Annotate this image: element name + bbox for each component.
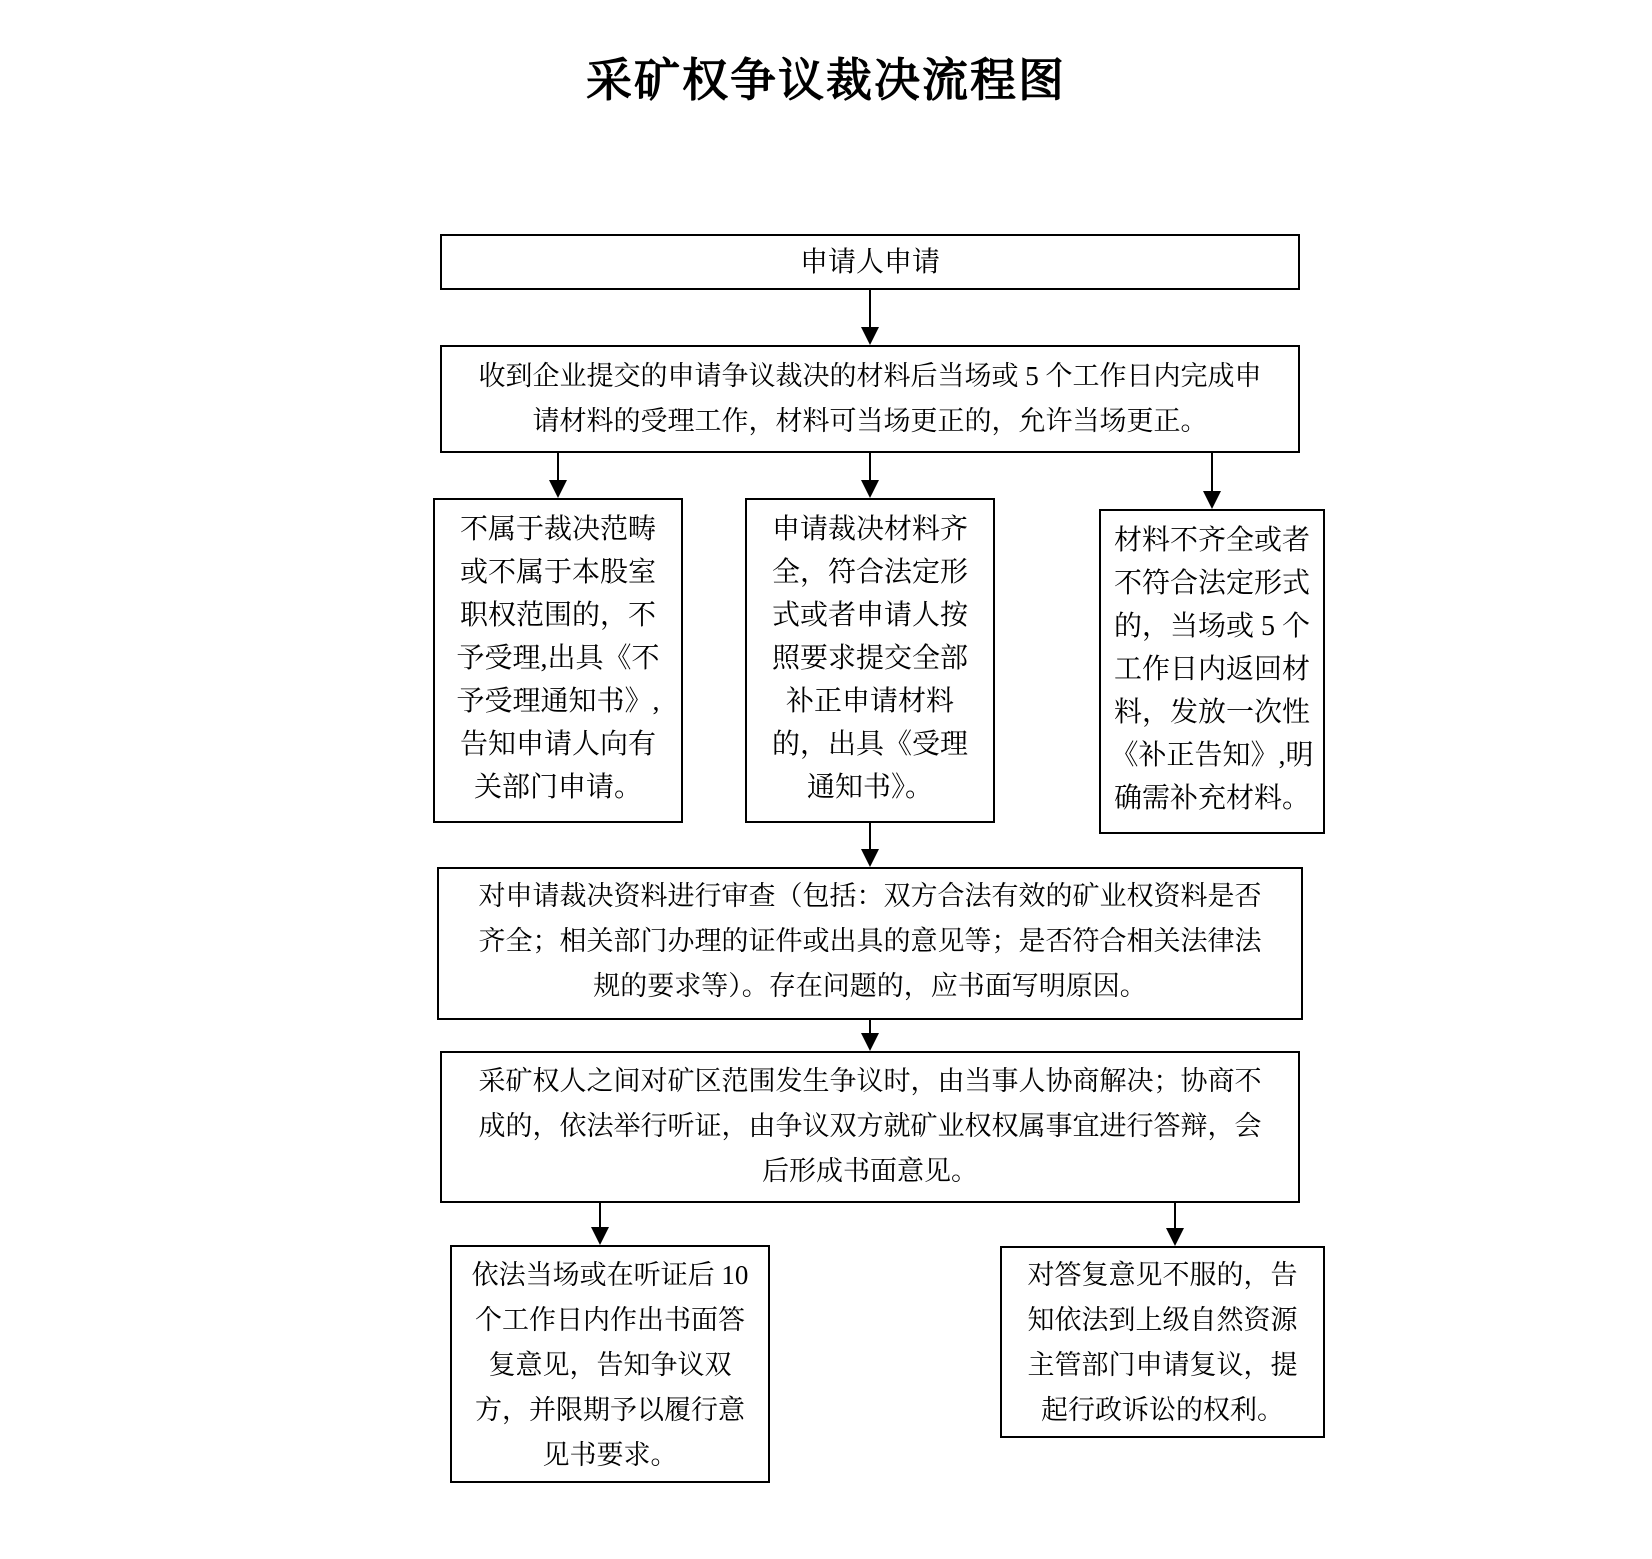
arrow-down-receive-to-reject	[548, 453, 568, 498]
arrow-shaft	[869, 823, 871, 849]
arrow-down-accept-to-review	[860, 823, 880, 867]
arrow-shaft	[557, 453, 559, 480]
flow-box-supplement-notice	[1099, 509, 1325, 834]
arrow-head-icon	[861, 327, 879, 345]
arrow-shaft	[869, 453, 871, 480]
flow-box-appeal-rights	[1000, 1246, 1325, 1438]
arrow-shaft	[1174, 1203, 1176, 1228]
arrow-head-icon	[1203, 491, 1221, 509]
flow-box-material-review	[437, 867, 1303, 1020]
flow-box-supplement-notice-text: 材料不齐全或者不符合法定形式的，当场或 5 个工作日内返回材料，发放一次性《补正告知》,明确需补充材料。	[1110, 525, 1314, 814]
flow-box-accepted-notice-text: 申请裁决材料齐全，符合法定形式或者申请人按照要求提交全部补正申请材料的，出具《受理通知书》。	[771, 514, 968, 803]
arrow-head-icon	[861, 480, 879, 498]
arrow-down-receive-to-accept	[860, 453, 880, 498]
arrow-head-icon	[591, 1227, 609, 1245]
flow-box-appeal-rights-text: 对答复意见不服的，告知依法到上级自然资源主管部门申请复议，提起行政诉讼的权利。	[1027, 1260, 1298, 1425]
flow-box-not-accepted	[433, 498, 683, 823]
arrow-shaft	[599, 1203, 601, 1227]
arrow-head-icon	[549, 480, 567, 498]
flow-box-material-review-text: 对申请裁决资料进行审查（包括：双方合法有效的矿业权资料是否齐全；相关部门办理的证件或出具的意见等；是否符合相关法律法规的要求等）。存在问题的，应书面写明原因。	[478, 881, 1262, 1001]
arrow-head-icon	[861, 1033, 879, 1051]
arrow-head-icon	[1166, 1228, 1184, 1246]
flow-box-written-reply-text: 依法当场或在听证后 10 个工作日内作出书面答复意见，告知争议双方，并限期予以履行意见书要求。	[471, 1260, 749, 1470]
arrow-down-receive-to-supplement	[1202, 453, 1222, 509]
flow-box-material-acceptance	[440, 345, 1300, 453]
arrow-shaft	[869, 290, 871, 327]
flow-box-applicant-application	[440, 234, 1300, 290]
flow-box-accepted-notice	[745, 498, 995, 823]
flow-box-material-acceptance-text: 收到企业提交的申请争议裁决的材料后当场或 5 个工作日内完成申请材料的受理工作，材料可当场更正的，允许当场更正。	[478, 361, 1262, 436]
arrow-down-apply-to-receive	[860, 290, 880, 345]
flow-box-applicant-application-text: 申请人申请	[799, 246, 940, 278]
arrow-down-review-to-dispute	[860, 1020, 880, 1051]
arrow-down-dispute-to-reply	[590, 1203, 610, 1245]
arrow-down-dispute-to-appeal	[1165, 1203, 1185, 1246]
flow-box-dispute-hearing-text: 采矿权人之间对矿区范围发生争议时，由当事人协商解决；协商不成的，依法举行听证，由争议双方就矿业权权属事宜进行答辩，会后形成书面意见。	[478, 1066, 1262, 1186]
flow-box-dispute-hearing	[440, 1051, 1300, 1203]
flow-box-not-accepted-text: 不属于裁决范畴或不属于本股室职权范围的，不予受理,出具《不予受理通知书》,告知申请人向有关部门申请。	[456, 514, 660, 803]
arrow-head-icon	[861, 849, 879, 867]
flow-box-written-reply	[450, 1245, 770, 1483]
arrow-shaft	[869, 1020, 871, 1033]
arrow-shaft	[1211, 453, 1213, 491]
page-title: 采矿权争议裁决流程图	[586, 54, 1066, 106]
